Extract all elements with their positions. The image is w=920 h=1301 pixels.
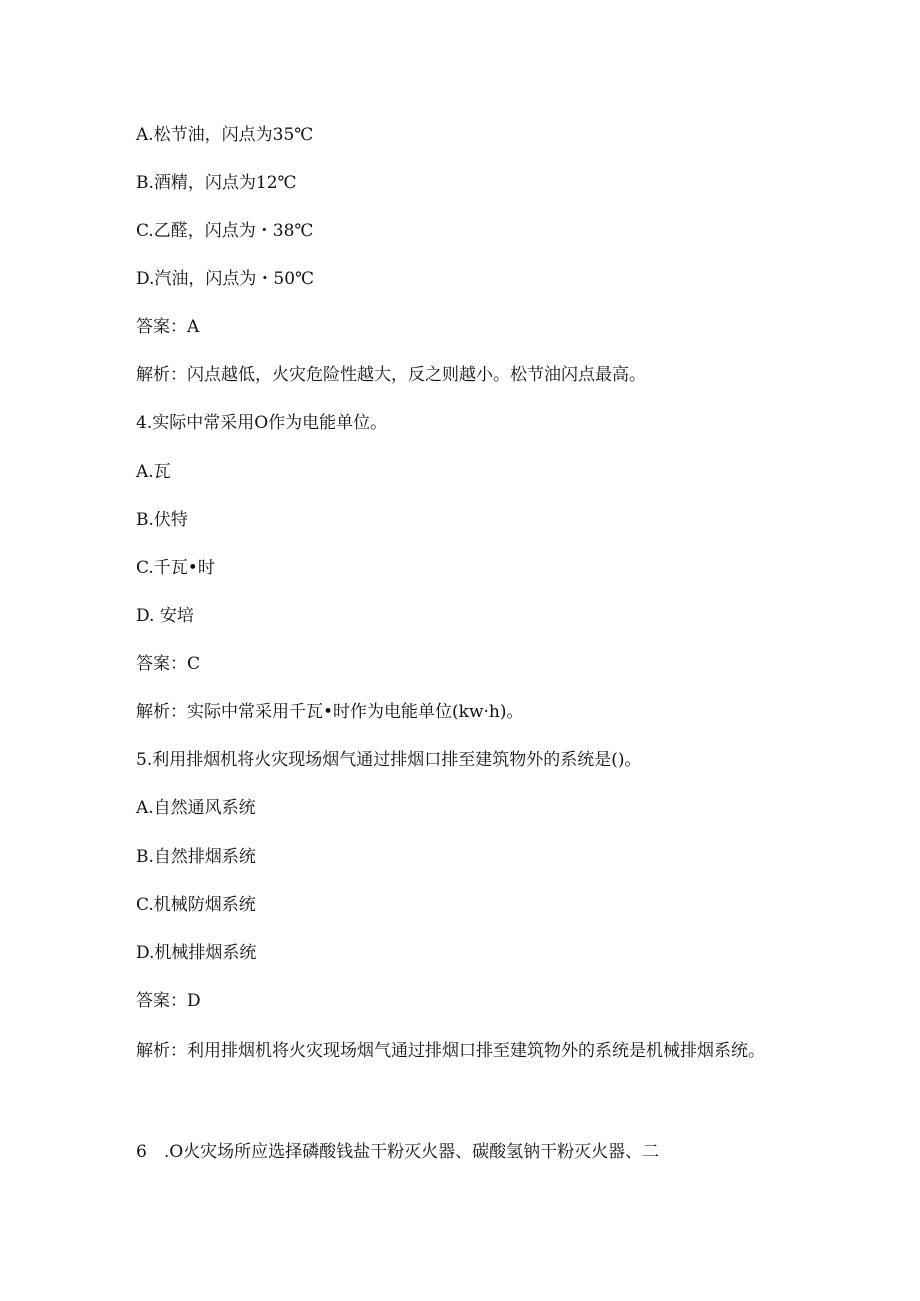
option-d: D.汽油，闪点为・50℃ [136, 269, 315, 289]
option-c: C.千瓦•时 [136, 558, 215, 578]
option-c: C.机械防烟系统 [136, 895, 256, 915]
option-b: B.伏特 [136, 510, 188, 530]
option-c: C.乙醛，闪点为・38℃ [136, 221, 314, 241]
option-a: A.自然通风系统 [136, 798, 256, 818]
question-4: 4.实际中常采用O作为电能单位。 [136, 413, 388, 433]
explanation: 解析：实际中常采用千瓦•时作为电能单位(kw·h)。 [136, 702, 524, 722]
answer: 答案：D [136, 991, 201, 1011]
option-a: A.松节油，闪点为35℃ [136, 125, 314, 145]
option-b: B.酒精，闪点为12℃ [136, 173, 297, 193]
option-a: A.瓦 [136, 462, 171, 482]
explanation: 解析：闪点越低，火灾危险性越大，反之则越小。松节油闪点最高。 [136, 365, 646, 385]
option-d: D. 安培 [136, 606, 194, 626]
option-b: B.自然排烟系统 [136, 847, 256, 867]
question-5: 5.利用排烟机将火灾现场烟气通过排烟口排至建筑物外的系统是()。 [136, 750, 642, 770]
answer: 答案：A [136, 317, 200, 337]
option-d: D.机械排烟系统 [136, 943, 257, 963]
question-6: 6 .O火灾场所应选择磷酸钱盐干粉灭火器、碳酸氢钠干粉灭火器、二 [136, 1142, 660, 1162]
explanation: 解析：利用排烟机将火灾现场烟气通过排烟口排至建筑物外的系统是机械排烟系统。 [136, 1041, 765, 1061]
answer: 答案：C [136, 654, 201, 674]
